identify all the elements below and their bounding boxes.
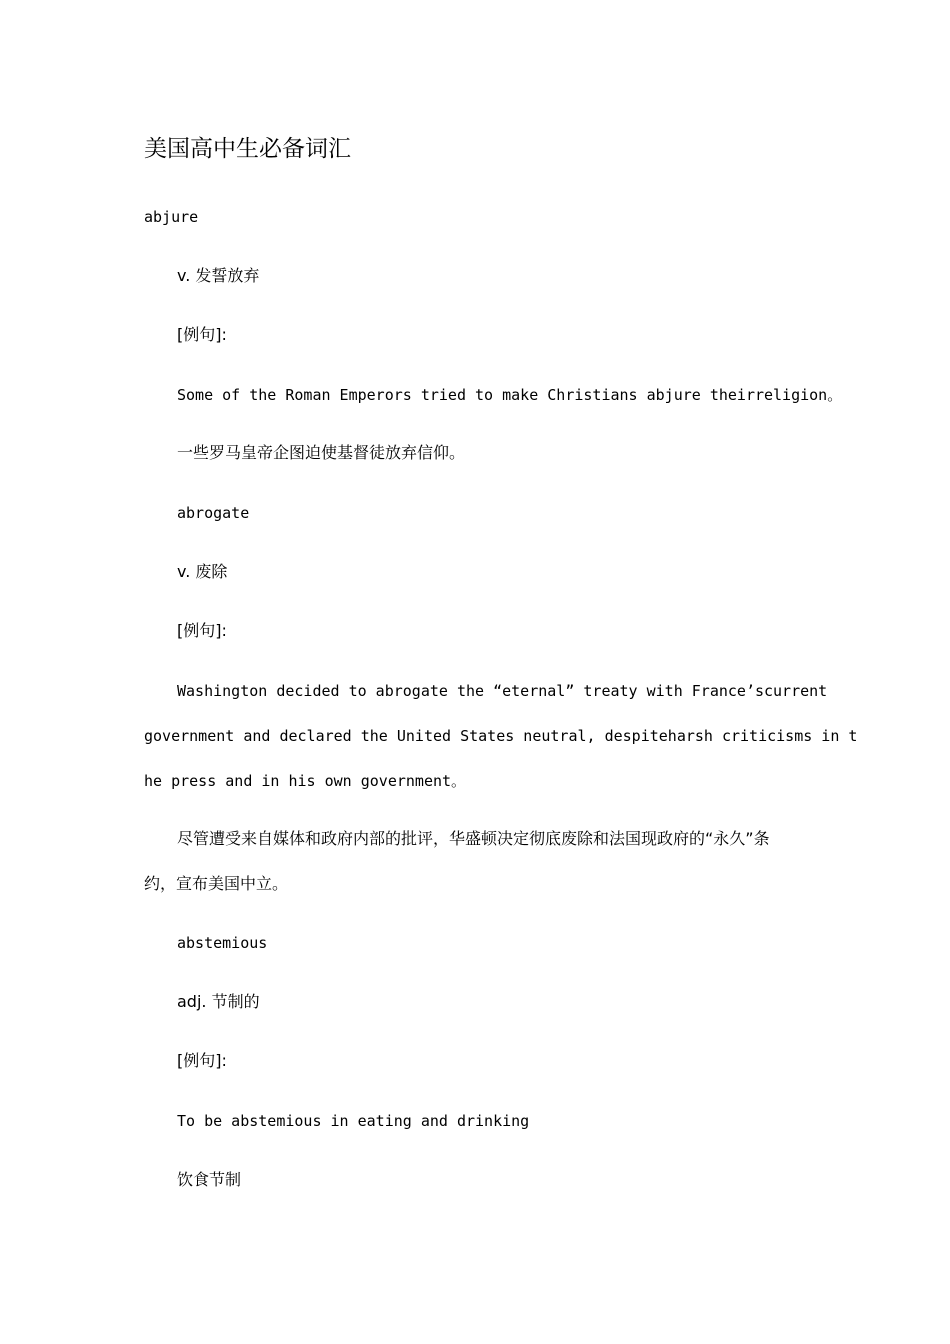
example-label: [例句]: <box>177 621 227 640</box>
example-chinese-line: 约，宣布美国中立。 <box>144 874 289 893</box>
example-english-line: government and declared the United States neutral, despiteharsh criticisms in t <box>144 727 858 745</box>
example-label: [例句]: <box>177 325 227 344</box>
entry-definition: v. 发誓放弃 <box>177 266 260 285</box>
entry-word: abstemious <box>177 934 268 952</box>
example-english-line: Washington decided to abrogate the “eternal” treaty with France’scurrent <box>177 682 828 700</box>
page-title: 美国高中生必备词汇 <box>144 136 351 162</box>
entry-word: abjure <box>144 208 199 226</box>
example-chinese-line: 尽管遭受来自媒体和政府内部的批评，华盛顿决定彻底废除和法国现政府的“永久”条 <box>177 829 770 848</box>
entry-definition: adj. 节制的 <box>177 992 260 1011</box>
example-label: [例句]: <box>177 1051 227 1070</box>
example-english: Some of the Roman Emperors tried to make Christians abjure theirreligion。 <box>177 386 843 404</box>
entry-word: abrogate <box>177 504 250 522</box>
example-english: To be abstemious in eating and drinking <box>177 1112 530 1130</box>
example-chinese: 饮食节制 <box>177 1170 242 1189</box>
example-chinese: 一些罗马皇帝企图迫使基督徒放弃信仰。 <box>177 443 466 462</box>
example-english-line: he press and in his own government。 <box>144 772 467 790</box>
entry-definition: v. 废除 <box>177 562 228 581</box>
